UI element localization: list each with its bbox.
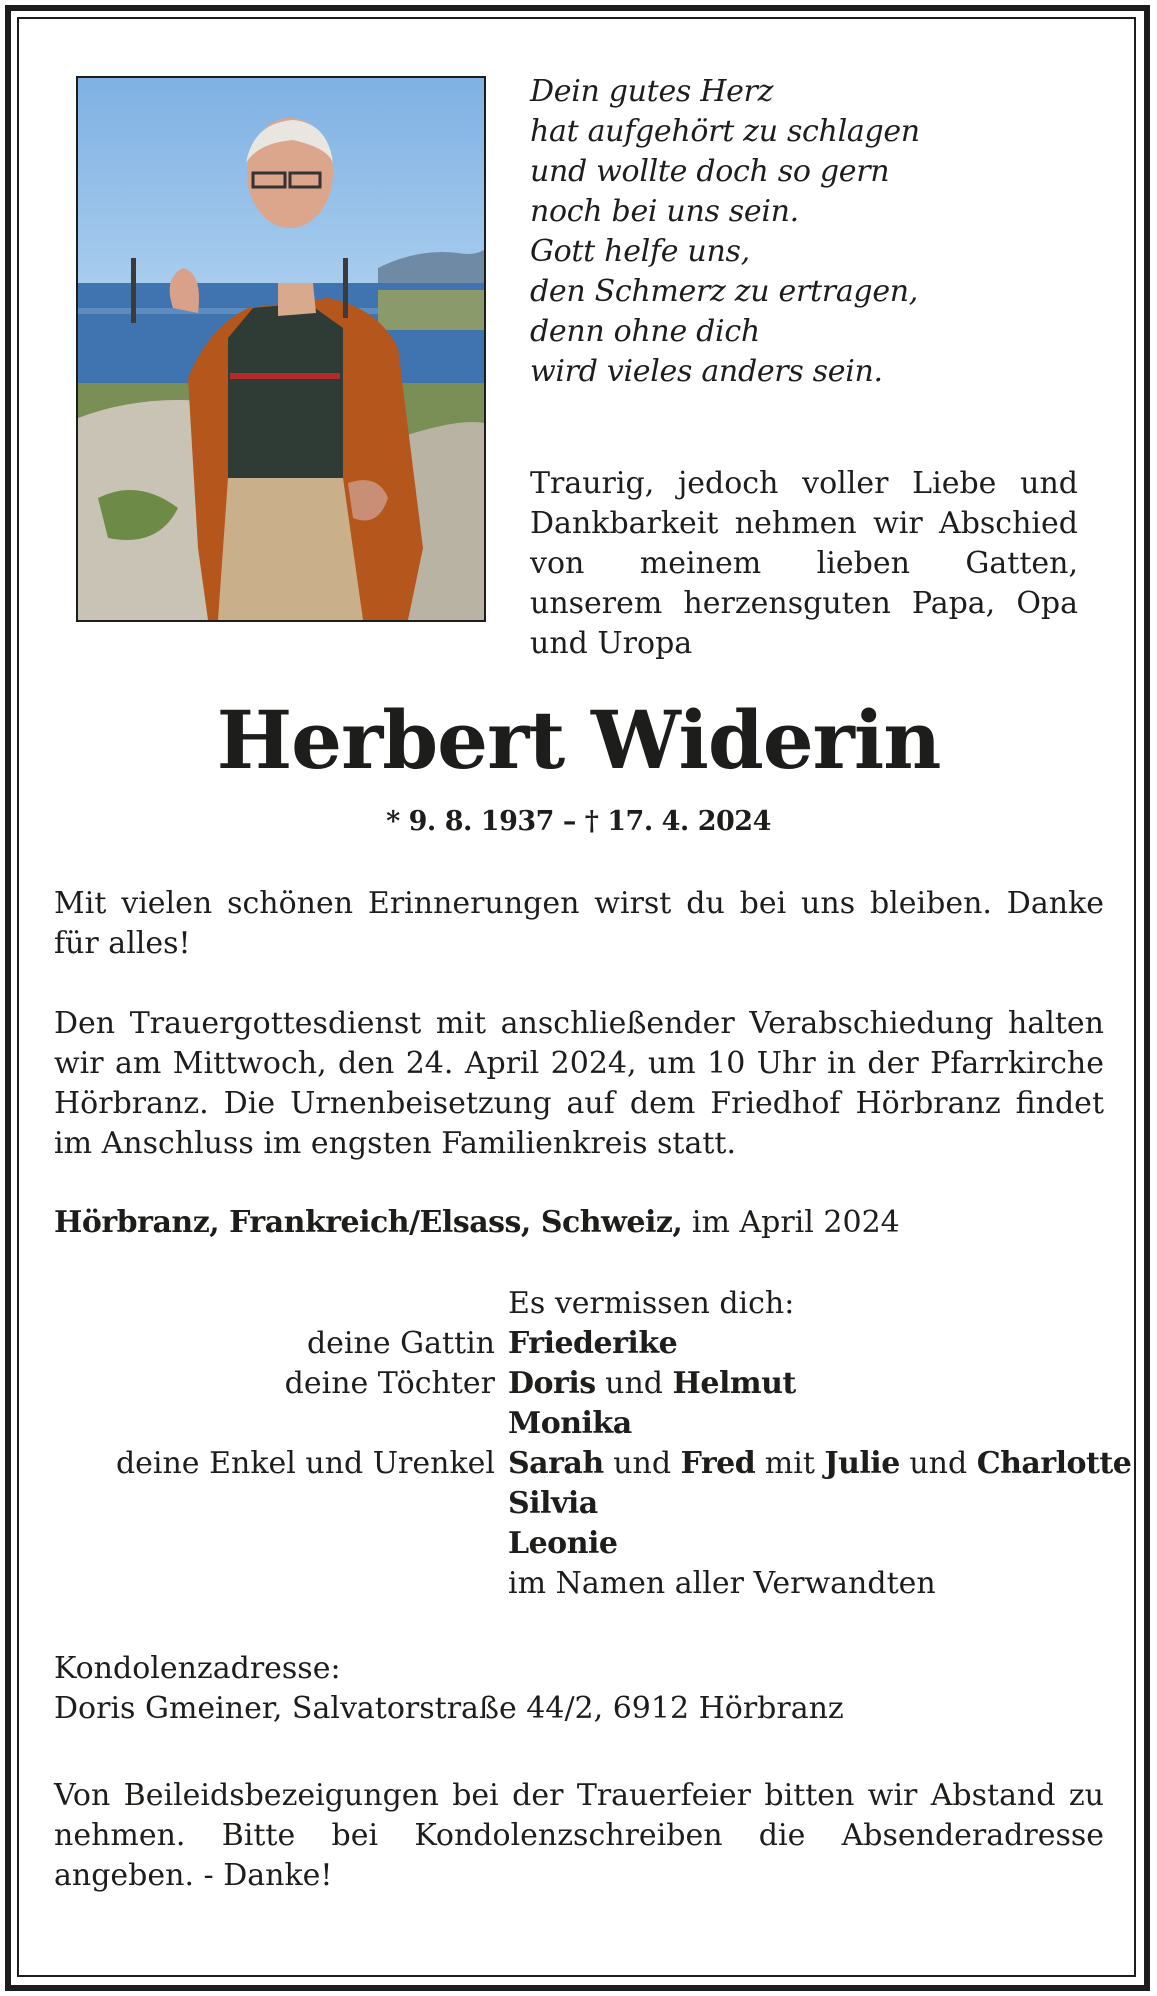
condolence-note: Von Beileidsbezeigungen bei der Trauerfeier bitten wir Abstand zu nehmen. Bitte bei Kondolenzschreiben die Absenderadresse angeben. - Danke! bbox=[54, 1778, 1104, 1893]
relation-label: deine Töchter bbox=[284, 1366, 495, 1401]
connector: und bbox=[595, 1366, 673, 1401]
portrait-photo bbox=[76, 76, 486, 622]
life-dates: * 9. 8. 1937 – † 17. 4. 2024 bbox=[386, 806, 771, 837]
condolence-address bbox=[54, 1649, 844, 1729]
place-line bbox=[54, 1203, 900, 1243]
mourner-name: Monika bbox=[508, 1406, 632, 1441]
mourner-name: Sarah bbox=[508, 1446, 604, 1481]
poem-line: noch bei uns sein. bbox=[530, 194, 799, 229]
connector: mit bbox=[755, 1446, 825, 1481]
poem bbox=[530, 72, 1090, 392]
memory-paragraph: Mit vielen schönen Erinnerungen wirst du bei uns bleiben. Danke für alles! bbox=[54, 886, 1104, 961]
relation-label: deine Enkel und Urenkel bbox=[115, 1446, 495, 1481]
condolence-address-text: Doris Gmeiner, Salvatorstraße 44/2, 6912 Hörbranz bbox=[54, 1691, 844, 1726]
condolence-label: Kondolenzadresse: bbox=[54, 1651, 341, 1686]
mourner-name: Friederike bbox=[508, 1326, 678, 1361]
place-date: im April 2024 bbox=[682, 1205, 900, 1240]
relation-label: deine Gattin bbox=[306, 1326, 495, 1361]
mourners-heading: Es vermissen dich: bbox=[508, 1286, 795, 1321]
mourner-name: Leonie bbox=[508, 1526, 618, 1561]
mourner-name: Doris bbox=[508, 1366, 596, 1401]
mourner-name: Julie bbox=[824, 1446, 900, 1481]
poem-line: und wollte doch so gern bbox=[530, 154, 890, 189]
mourners-closing: im Namen aller Verwandten bbox=[508, 1566, 936, 1601]
poem-line: hat aufgehört zu schlagen bbox=[530, 114, 920, 149]
poem-line: Gott helfe uns, bbox=[530, 234, 750, 269]
poem-line: wird vieles anders sein. bbox=[530, 354, 883, 389]
poem-line: den Schmerz zu ertragen, bbox=[530, 274, 919, 309]
place-names: Hörbranz, Frankreich/Elsass, Schweiz, bbox=[54, 1205, 683, 1240]
connector: und bbox=[899, 1446, 977, 1481]
connector: und bbox=[603, 1446, 681, 1481]
mourners-block bbox=[0, 1284, 1157, 1604]
deceased-name: Herbert Widerin bbox=[216, 693, 941, 787]
poem-line: denn ohne dich bbox=[530, 314, 760, 349]
mourner-name: Helmut bbox=[672, 1366, 796, 1401]
mourner-name: Silvia bbox=[508, 1486, 598, 1521]
poem-line: Dein gutes Herz bbox=[530, 74, 774, 109]
mourner-name: Fred bbox=[680, 1446, 756, 1481]
mourner-name: Charlotte bbox=[976, 1446, 1132, 1481]
intro-text: Traurig, jedoch voller Liebe und Dankbarkeit nehmen wir Abschied von meinem lieben Gatten, unserem herzensguten Papa, Opa und Uropa bbox=[530, 466, 1078, 661]
service-paragraph: Den Trauergottesdienst mit anschließender Verabschiedung halten wir am Mittwoch, den 24. April 2024, um 10 Uhr in der Pfarrkirche Hörbranz. Die Urnenbeisetzung auf dem Friedhof Hörbranz findet im Anschluss im engsten Familienkreis statt. bbox=[54, 1006, 1104, 1161]
